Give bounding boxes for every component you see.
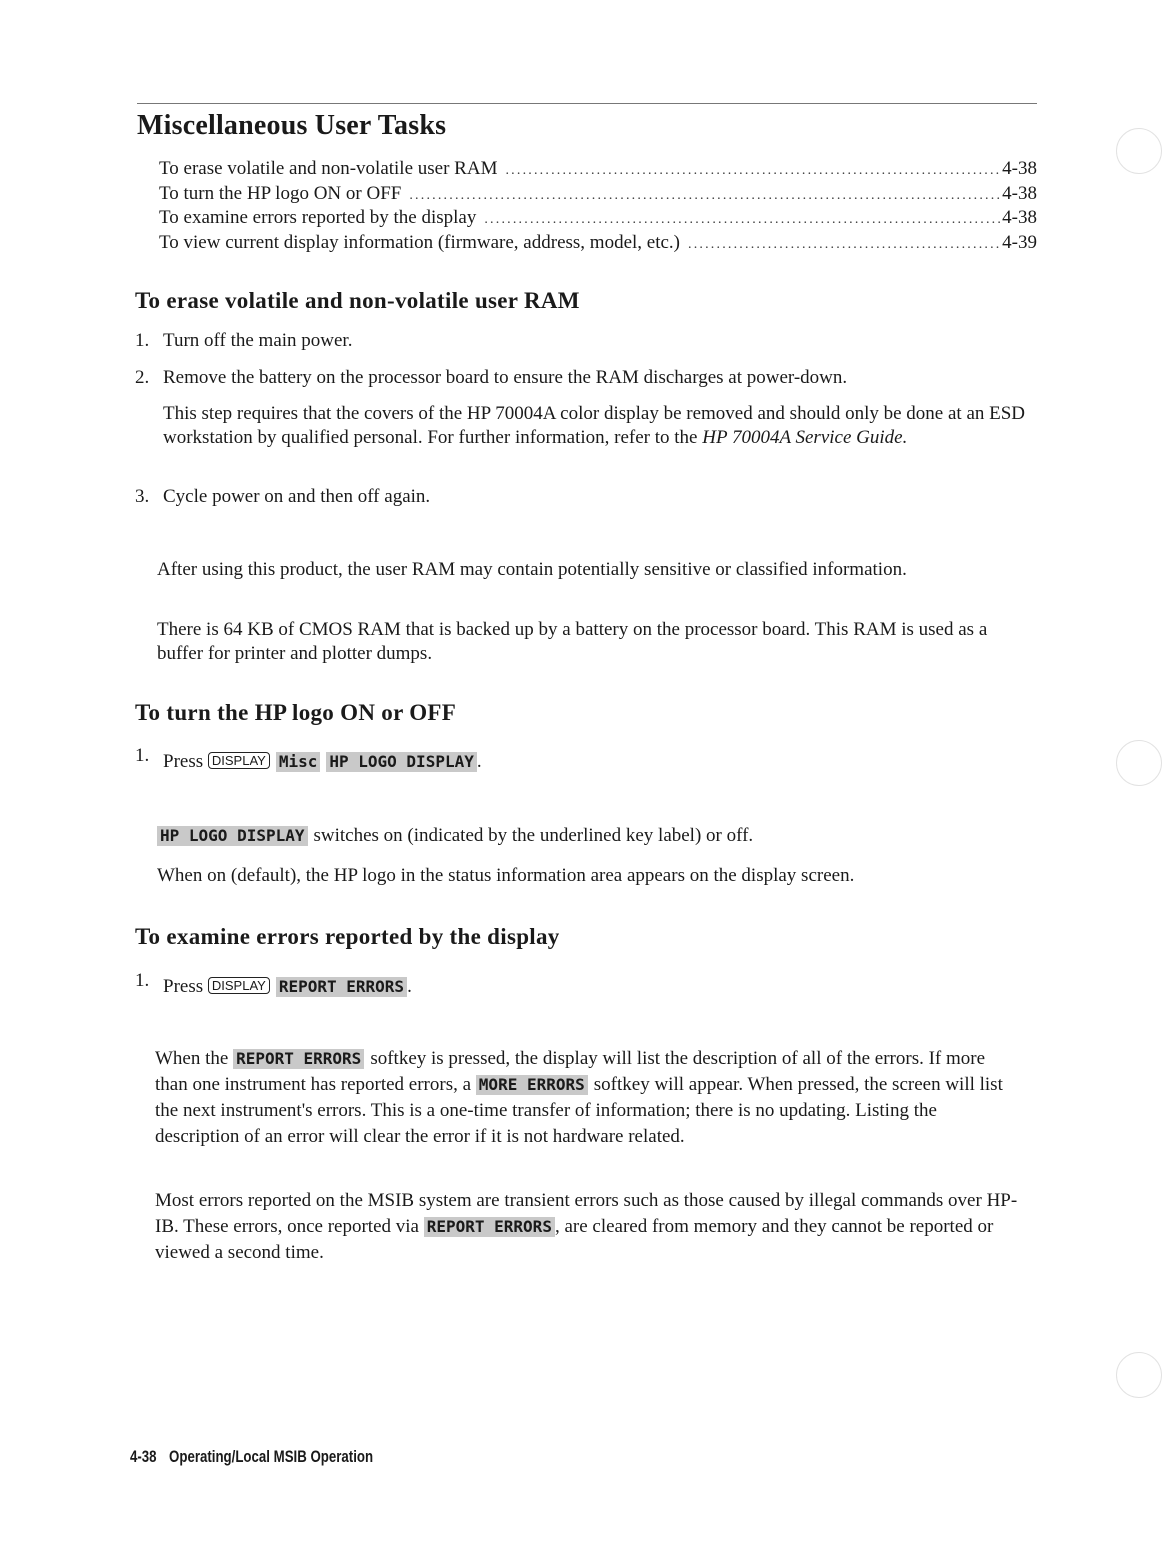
footer-section-title: Operating/Local MSIB Operation <box>169 1447 374 1466</box>
toggle-text: switches on (indicated by the underlined key label) or off. <box>313 825 754 846</box>
toggle-paragraph <box>157 824 1037 848</box>
text-fragment: softkey will appear. When pressed, the screen will list the next instrument's errors. This is a one-time transfer of information; there is no updating. Listing the description of an error will clear the error if it is not hardware related. <box>155 1074 1003 1147</box>
step-text: Remove the battery on the processor board to ensure the RAM discharges at power-down. <box>163 367 848 388</box>
more-errors-softkey[interactable]: MORE ERRORS <box>476 1075 588 1095</box>
punch-hole <box>1116 1352 1162 1398</box>
hp-logo-display-softkey[interactable]: HP LOGO DISPLAY <box>326 752 477 772</box>
toc-entry[interactable] <box>159 207 1037 232</box>
step-item <box>135 970 412 998</box>
section-heading-erase-ram: To erase volatile and non-volatile user RAM <box>135 288 580 313</box>
toc-entry-page: 4-38 <box>1002 207 1037 228</box>
step-note <box>163 402 1038 450</box>
toc-leader-dots <box>505 163 1000 179</box>
toc-entry-page: 4-38 <box>1002 158 1037 179</box>
footer-page-number: 4-38 <box>130 1447 157 1466</box>
step-item <box>135 745 482 773</box>
toc-entry[interactable] <box>159 158 1037 183</box>
toc-entry[interactable] <box>159 183 1037 208</box>
toc-entry-text: To erase volatile and non-volatile user RAM <box>159 158 498 179</box>
report-errors-softkey[interactable]: REPORT ERRORS <box>233 1049 364 1069</box>
step-item <box>135 330 352 352</box>
toc-entry[interactable] <box>159 232 1037 257</box>
text-fragment: , are cleared from memory and they cannot be reported or viewed a second time. <box>155 1216 994 1263</box>
toc-entry-page: 4-38 <box>1002 182 1037 204</box>
toc-entry-text: To view current display information (firmware, address, model, etc.) <box>159 231 680 253</box>
step-text: Turn off the main power. <box>163 330 353 351</box>
report-errors-softkey[interactable]: REPORT ERRORS <box>424 1217 555 1237</box>
note-text: This step requires that the covers of the HP 70004A color display be removed and should only be done at an ESD workstation by qualified personal. For further information, refer to the <box>163 403 1026 448</box>
punch-hole <box>1116 740 1162 786</box>
toc-leader-dots <box>409 188 1000 204</box>
caution-paragraph: After using this product, the user RAM may contain potentially sensitive or classified information. <box>157 559 907 580</box>
page-title: Miscellaneous User Tasks <box>137 110 447 141</box>
display-hardkey[interactable]: DISPLAY <box>208 752 270 769</box>
toc-entry-text: To turn the HP logo ON or OFF <box>159 182 402 204</box>
step-number: 1. <box>135 970 150 991</box>
toc-leader-dots <box>688 237 1000 253</box>
press-label: Press <box>163 751 204 772</box>
press-label: Press <box>163 976 204 997</box>
step-item <box>135 486 430 508</box>
page-footer <box>130 1447 373 1467</box>
punch-hole <box>1116 128 1162 174</box>
report-errors-paragraph <box>155 1046 1020 1150</box>
logo-default-paragraph: When on (default), the HP logo in the status information area appears on the display screen. <box>157 865 855 886</box>
transient-errors-paragraph <box>155 1188 1025 1266</box>
period: . <box>476 751 482 772</box>
period: . <box>407 976 412 997</box>
ram-info-paragraph: There is 64 KB of CMOS RAM that is backed up by a battery on the processor board. This RAM is used as a buffer for printer and plotter dumps. <box>157 619 988 664</box>
section-heading-examine-errors: To examine errors reported by the display <box>135 924 560 949</box>
top-rule <box>137 103 1037 104</box>
hp-logo-display-softkey[interactable]: HP LOGO DISPLAY <box>157 826 308 846</box>
step-text: Cycle power on and then off again. <box>163 486 431 507</box>
step-number: 1. <box>135 745 150 766</box>
display-hardkey[interactable]: DISPLAY <box>208 977 270 994</box>
text-fragment: When the <box>155 1048 229 1069</box>
step-number: 1. <box>135 330 150 351</box>
section-heading-hp-logo: To turn the HP logo ON or OFF <box>135 700 457 725</box>
toc-leader-dots <box>484 212 1000 228</box>
toc-entry-text: To examine errors reported by the display <box>159 207 477 228</box>
text-fragment: Most errors reported on the MSIB system are transient errors such as those caused by illegal commands over HP-IB. These errors, once reported via <box>155 1190 1018 1237</box>
toc-entry-page: 4-39 <box>1002 231 1037 253</box>
step-item <box>135 367 847 389</box>
step-number: 2. <box>135 367 150 388</box>
text-fragment: softkey is pressed, the display will list the description of all of the errors. If more than one instrument has reported errors, a <box>155 1048 986 1095</box>
service-guide-reference: HP 70004A Service Guide. <box>702 427 908 448</box>
report-errors-softkey[interactable]: REPORT ERRORS <box>276 977 407 997</box>
table-of-contents <box>159 158 1037 256</box>
misc-softkey[interactable]: Misc <box>276 752 321 772</box>
step-number: 3. <box>135 486 150 507</box>
